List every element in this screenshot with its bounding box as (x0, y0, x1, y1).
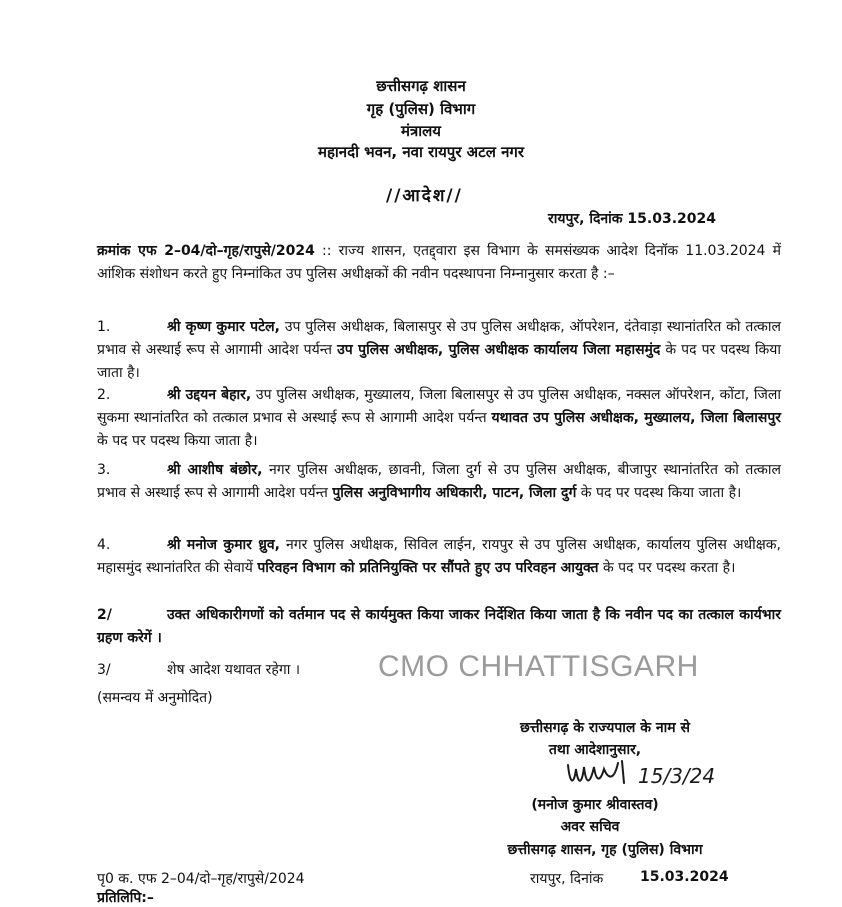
officer-name: श्री कृष्ण कुमार पटेल, (167, 319, 280, 335)
signature-order: तथा आदेशानुसार, (548, 742, 642, 758)
new-posting: पुलिस अनुविभागीय अधिकारी, पाटन, जिला दुर्ग (332, 485, 577, 501)
list-item (97, 459, 781, 505)
paragraph-text: शेष आदेश यथावत रहेगा । (167, 662, 301, 678)
order-reference: क्रमांक एफ 2–04/दो–गृह/रापुसे/2024 (97, 243, 315, 259)
item-text: नगर पुलिस अधीक्षक, सिविल लाईन, रायपुर से उप पुलिस अधीक्षक, कार्यालय पुलिस अधीक्षक, महासमुंद स्थानांतरित की सेवायें (97, 537, 781, 576)
item-number: 4. (97, 537, 111, 553)
new-posting: यथावत उप पुलिस अधीक्षक, मुख्यालय, जिला बिलासपुर (491, 410, 781, 426)
item-text: उप पुलिस अधीक्षक, बिलासपुर से उप पुलिस अधीक्षक, ऑपरेशन, दंतेवाड़ा स्थानांतरित को तत्काल प्रभाव से अस्थाई रूप से आगामी आदेश पर्यन्त (97, 319, 781, 358)
footer-reference: पृ0 क. एफ 2–04/दो–गृह/रापुसे/2024 (97, 871, 305, 887)
coordination-note: (समन्वय में अनुमोदित) (97, 690, 213, 706)
new-posting: परिवहन विभाग को प्रतिनियुक्ति पर सौंपते हुए उप परिवहन आयुक्त (257, 560, 599, 576)
copy-to-label: प्रतिलिपि:– (97, 890, 154, 906)
item-number: 2. (97, 387, 111, 403)
officer-name: श्री मनोज कुमार ध्रुव, (167, 537, 280, 553)
item-text: नगर पुलिस अधीक्षक, छावनी, जिला दुर्ग से उप पुलिस अधीक्षक, बीजापुर स्थानांतरित को तत्काल प्रभाव से अस्थाई रूप से आगामी आदेश पर्यन्त (97, 462, 781, 501)
handwritten-signature (560, 755, 760, 795)
footer-date: 15.03.2024 (640, 869, 729, 885)
header-department: गृह (पुलिस) विभाग (366, 100, 476, 118)
item-tail: के पद पर पदस्थ किया जाता है। (576, 485, 742, 501)
item-tail: के पद पर पदस्थ किया जाता है। (97, 433, 258, 449)
header-address: महानदी भवन, नवा रायपुर अटल नगर (317, 143, 525, 161)
item-tail: के पद पर पदस्थ करता है। (598, 560, 736, 576)
item-number: 3. (97, 462, 111, 478)
list-item (97, 534, 781, 580)
paragraph-number: 2/ (97, 607, 112, 623)
item-text: उप पुलिस अधीक्षक, मुख्यालय, जिला बिलासपुर से उप पुलिस अधीक्षक, नक्सल ऑपरेशन, कोंटा, जिला सुकमा स्थानांतरित को तत्काल प्रभाव से अस्थाई रूप से आगामी आदेश पर्यन्त (97, 387, 781, 426)
paragraph-2 (97, 604, 781, 650)
list-item (97, 384, 781, 453)
footer-place: रायपुर, दिनांक (530, 871, 604, 887)
item-tail: के पद पर पदस्थ किया जाता है। (97, 342, 781, 381)
signature-date: 15/3/24 (638, 764, 716, 788)
signatory-name: (मनोज कुमार श्रीवास्तव) (531, 797, 659, 813)
signatory-designation: अवर सचिव (560, 819, 620, 835)
signatory-department: छत्तीसगढ़ शासन, गृह (पुलिस) विभाग (507, 842, 703, 858)
paragraph-3 (97, 660, 300, 679)
officer-name: श्री उद्दयन बेहार, (167, 387, 252, 403)
officer-name: श्री आशीष बंछोर, (167, 462, 263, 478)
watermark: CMO CHHATTISGARH (378, 650, 699, 683)
paragraph-text: उक्त अधिकारीगणों को वर्तमान पद से कार्यमुक्त किया जाकर निर्देशित किया जाता है कि नवीन पद का तत्काल कार्यभार ग्रहण करेगें । (97, 607, 781, 646)
paragraph-number: 3/ (97, 662, 111, 678)
intro-text: :: राज्य शासन, एतद्द्वारा इस विभाग के समसंख्यक आदेश दिनॉक 11.03.2024 में आंशिक संशोधन करते हुए निम्नांकित उप पुलिस अधीक्षकों की नवीन पदस्थापना निम्नानुसार करता है :– (97, 243, 781, 282)
item-number: 1. (97, 319, 111, 335)
header-ministry: मंत्रालय (400, 122, 441, 140)
list-item (97, 316, 781, 385)
intro-paragraph (97, 240, 781, 286)
order-title: //आदेश// (386, 186, 463, 206)
order-date: रायपुर, दिनांक 15.03.2024 (548, 211, 716, 227)
signature-authority: छत्तीसगढ़ के राज्यपाल के नाम से (520, 720, 690, 736)
new-posting: उप पुलिस अधीक्षक, पुलिस अधीक्षक कार्यालय जिला महासमुंद (337, 342, 661, 358)
header-govt: छत्तीसगढ़ शासन (376, 77, 466, 95)
